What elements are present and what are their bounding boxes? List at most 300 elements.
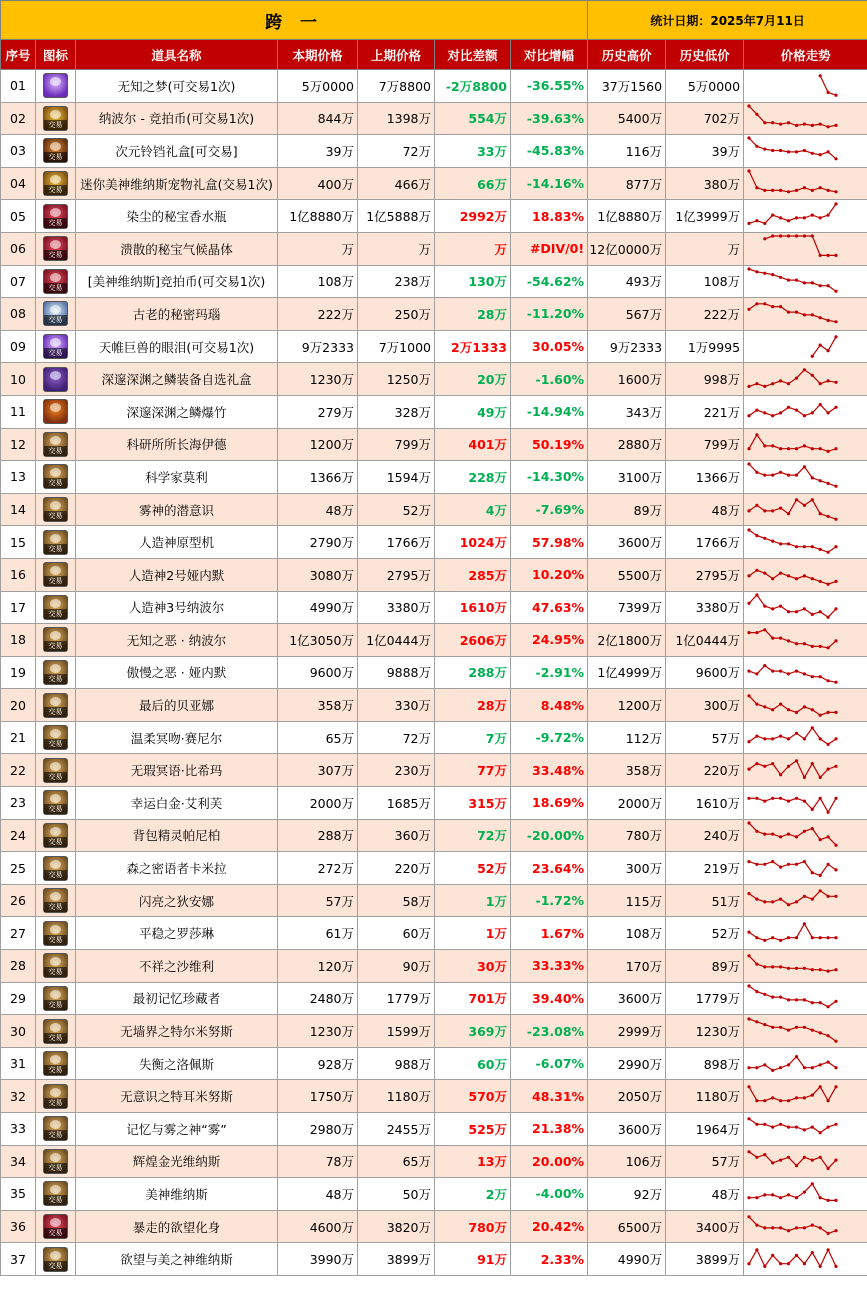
- table-row[interactable]: [1, 591, 867, 624]
- previous-price: 2795万: [358, 558, 435, 591]
- historical-high: 170万: [588, 950, 666, 983]
- previous-price: 52万: [358, 493, 435, 526]
- sparkline-point: [787, 575, 790, 578]
- previous-price: 65万: [358, 1145, 435, 1178]
- trade-tag: 交易: [44, 870, 67, 880]
- sparkline-point: [819, 74, 822, 77]
- sparkline-point: [771, 1025, 774, 1028]
- item-icon-cell: [36, 1178, 76, 1211]
- sparkline-point: [779, 1262, 782, 1265]
- current-price: 108万: [278, 265, 358, 298]
- item-icon-cell: [36, 819, 76, 852]
- historical-low: 240万: [666, 819, 744, 852]
- price-trend-sparkline: [744, 266, 867, 297]
- historical-high: 2880万: [588, 428, 666, 461]
- sparkline-point: [803, 368, 806, 371]
- historical-low: 89万: [666, 950, 744, 983]
- sparkline-point: [755, 898, 758, 901]
- item-name: 平稳之罗莎琳: [76, 917, 278, 950]
- price-change-percent: -9.72%: [511, 721, 588, 754]
- price-trend-sparkline: [744, 1081, 867, 1112]
- sparkline-point: [819, 1156, 822, 1159]
- column-header: 上期价格: [358, 40, 435, 70]
- sparkline-point: [795, 967, 798, 970]
- sparkline-point: [819, 737, 822, 740]
- sparkline-point: [779, 669, 782, 672]
- price-trend-cell: [744, 1243, 867, 1276]
- sparkline-point: [771, 1069, 774, 1072]
- item-name: 科学家莫利: [76, 461, 278, 494]
- sparkline-point: [763, 384, 766, 387]
- sparkline-point: [811, 213, 814, 216]
- price-trend-cell: [744, 721, 867, 754]
- sparkline-point: [771, 382, 774, 385]
- sparkline-path: [749, 1184, 836, 1201]
- sparkline-point: [779, 412, 782, 415]
- row-index: 17: [1, 591, 36, 624]
- table-row[interactable]: [1, 428, 867, 461]
- item-icon: [43, 106, 68, 131]
- table-row[interactable]: [1, 363, 867, 396]
- item-icon-cell: [36, 363, 76, 396]
- sparkline-point: [795, 642, 798, 645]
- sparkline-point: [795, 376, 798, 379]
- price-change-percent: 1.67%: [511, 917, 588, 950]
- item-icon-cell: [36, 135, 76, 168]
- table-row[interactable]: [1, 917, 867, 950]
- sparkline-point: [795, 1096, 798, 1099]
- sparkline-point: [747, 463, 750, 466]
- row-index: 03: [1, 135, 36, 168]
- sparkline-point: [795, 1164, 798, 1167]
- sparkline-point: [834, 335, 837, 338]
- historical-low: 48万: [666, 1178, 744, 1211]
- previous-price: 1398万: [358, 102, 435, 135]
- sparkline-path: [749, 1087, 836, 1101]
- sparkline-point: [747, 267, 750, 270]
- price-trend-cell: [744, 656, 867, 689]
- row-index: 14: [1, 493, 36, 526]
- historical-high: 5500万: [588, 558, 666, 591]
- historical-high: 106万: [588, 1145, 666, 1178]
- sparkline-point: [827, 412, 830, 415]
- sparkline-point: [779, 379, 782, 382]
- table-row[interactable]: [1, 787, 867, 820]
- table-row[interactable]: [1, 265, 867, 298]
- item-name: 无意识之特耳米努斯: [76, 1080, 278, 1113]
- historical-high: 343万: [588, 395, 666, 428]
- sparkline-point: [834, 518, 837, 521]
- price-difference: 13万: [435, 1145, 511, 1178]
- sparkline-point: [747, 740, 750, 743]
- sparkline-path: [749, 1019, 836, 1041]
- sparkline-path: [749, 595, 836, 617]
- sparkline-path: [749, 269, 836, 291]
- sparkline-point: [819, 382, 822, 385]
- price-difference: 401万: [435, 428, 511, 461]
- table-row[interactable]: [1, 1113, 867, 1146]
- price-difference: 52万: [435, 852, 511, 885]
- price-change-percent: -7.69%: [511, 493, 588, 526]
- current-price: 48万: [278, 1178, 358, 1211]
- price-difference: 66万: [435, 167, 511, 200]
- table-row[interactable]: [1, 70, 867, 103]
- historical-high: 12亿0000万: [588, 232, 666, 265]
- sparkline-point: [834, 844, 837, 847]
- sparkline-point: [803, 705, 806, 708]
- table-row[interactable]: [1, 1178, 867, 1211]
- item-name: 次元铃铛礼盒[可交易]: [76, 135, 278, 168]
- sparkline-point: [755, 1224, 758, 1227]
- price-trend-sparkline: [744, 690, 867, 721]
- historical-high: 1200万: [588, 689, 666, 722]
- sparkline-point: [779, 835, 782, 838]
- price-change-percent: -4.00%: [511, 1178, 588, 1211]
- sparkline-point: [755, 113, 758, 116]
- trade-tag: 交易: [44, 935, 67, 945]
- item-name: 雾神的潜意识: [76, 493, 278, 526]
- current-price: 2980万: [278, 1113, 358, 1146]
- sparkline-point: [771, 1226, 774, 1229]
- trade-tag: 交易: [44, 609, 67, 619]
- sparkline-point: [803, 281, 806, 284]
- price-trend-cell: [744, 461, 867, 494]
- sparkline-point: [795, 797, 798, 800]
- sparkline-point: [787, 737, 790, 740]
- sparkline-point: [803, 466, 806, 469]
- row-index: 26: [1, 884, 36, 917]
- historical-high: 3600万: [588, 982, 666, 1015]
- previous-price: 3899万: [358, 1243, 435, 1276]
- sparkline-point: [747, 447, 750, 450]
- current-price: 1230万: [278, 1015, 358, 1048]
- historical-high: 877万: [588, 167, 666, 200]
- table-row[interactable]: [1, 721, 867, 754]
- table-row[interactable]: [1, 754, 867, 787]
- current-price: 57万: [278, 884, 358, 917]
- table-row[interactable]: [1, 167, 867, 200]
- sparkline-point: [747, 104, 750, 107]
- sparkline-point: [795, 216, 798, 219]
- table-row[interactable]: [1, 558, 867, 591]
- table-row[interactable]: [1, 1210, 867, 1243]
- previous-price: 988万: [358, 1047, 435, 1080]
- sparkline-path: [749, 861, 836, 875]
- table-row[interactable]: [1, 1080, 867, 1113]
- sparkline-point: [771, 213, 774, 216]
- sparkline-point: [795, 235, 798, 238]
- item-icon-cell: [36, 787, 76, 820]
- sparkline-point: [819, 284, 822, 287]
- table-row[interactable]: [1, 884, 867, 917]
- sparkline-point: [803, 1262, 806, 1265]
- trade-tag: 交易: [44, 1065, 67, 1075]
- sparkline-point: [827, 1232, 830, 1235]
- table-row[interactable]: [1, 852, 867, 885]
- row-index: 36: [1, 1210, 36, 1243]
- price-change-percent: 20.42%: [511, 1210, 588, 1243]
- sparkline-point: [787, 832, 790, 835]
- price-trend-cell: [744, 754, 867, 787]
- sparkline-point: [771, 762, 774, 765]
- previous-price: 1594万: [358, 461, 435, 494]
- previous-price: 238万: [358, 265, 435, 298]
- sparkline-point: [755, 382, 758, 385]
- current-price: 1750万: [278, 1080, 358, 1113]
- table-row[interactable]: [1, 330, 867, 363]
- sparkline-point: [779, 189, 782, 192]
- sparkline-point: [834, 406, 837, 409]
- table-row[interactable]: [1, 982, 867, 1015]
- sparkline-point: [811, 726, 814, 729]
- price-difference: 4万: [435, 493, 511, 526]
- table-row[interactable]: [1, 950, 867, 983]
- table-row[interactable]: [1, 1243, 867, 1276]
- sparkline-point: [811, 1066, 814, 1069]
- item-name: 傲慢之恶 · 娅内默: [76, 656, 278, 689]
- table-row[interactable]: [1, 102, 867, 135]
- price-change-percent: -14.16%: [511, 167, 588, 200]
- sparkline-point: [755, 735, 758, 738]
- sparkline-point: [803, 607, 806, 610]
- sparkline-point: [827, 1199, 830, 1202]
- sparkline-point: [787, 235, 790, 238]
- sparkline-point: [827, 1005, 830, 1008]
- table-row[interactable]: [1, 526, 867, 559]
- item-name: 辉煌金光维纳斯: [76, 1145, 278, 1178]
- item-name: 纳波尔 - 竞拍币(可交易1次): [76, 102, 278, 135]
- sparkline-point: [747, 694, 750, 697]
- sparkline-path: [749, 171, 836, 192]
- row-index: 25: [1, 852, 36, 885]
- historical-high: 116万: [588, 135, 666, 168]
- table-row[interactable]: [1, 689, 867, 722]
- sparkline-point: [763, 737, 766, 740]
- sparkline-point: [747, 601, 750, 604]
- row-index: 13: [1, 461, 36, 494]
- item-icon-cell: [36, 461, 76, 494]
- sparkline-point: [803, 545, 806, 548]
- sparkline-point: [795, 669, 798, 672]
- sparkline-point: [771, 1096, 774, 1099]
- sparkline-point: [755, 1123, 758, 1126]
- previous-price: 60万: [358, 917, 435, 950]
- table-row[interactable]: [1, 819, 867, 852]
- column-header: 历史高价: [588, 40, 666, 70]
- sparkline-point: [795, 710, 798, 713]
- trade-tag: 交易: [44, 218, 67, 228]
- sparkline-point: [795, 474, 798, 477]
- sparkline-point: [827, 835, 830, 838]
- sparkline-point: [755, 936, 758, 939]
- sparkline-point: [819, 889, 822, 892]
- item-icon: [43, 269, 68, 294]
- item-icon: [43, 1084, 68, 1109]
- sparkline-point: [827, 1167, 830, 1170]
- sparkline-point: [763, 900, 766, 903]
- table-row[interactable]: [1, 1047, 867, 1080]
- historical-low: 1766万: [666, 526, 744, 559]
- sparkline-point: [747, 1150, 750, 1153]
- price-trend-cell: [744, 1047, 867, 1080]
- previous-price: 330万: [358, 689, 435, 722]
- previous-price: 220万: [358, 852, 435, 885]
- sparkline-point: [763, 148, 766, 151]
- sparkline-point: [819, 776, 822, 779]
- current-price: 1亿3050万: [278, 624, 358, 657]
- table-row[interactable]: [1, 624, 867, 657]
- price-change-percent: 39.40%: [511, 982, 588, 1015]
- sparkline-point: [763, 509, 766, 512]
- sparkline-point: [803, 235, 806, 238]
- historical-high: 112万: [588, 721, 666, 754]
- trade-tag: 交易: [44, 1195, 67, 1205]
- historical-low: 300万: [666, 689, 744, 722]
- trade-tag: 交易: [44, 185, 67, 195]
- sparkline-point: [787, 967, 790, 970]
- sparkline-point: [787, 474, 790, 477]
- historical-high: 9万2333: [588, 330, 666, 363]
- table-row[interactable]: [1, 200, 867, 233]
- table-row[interactable]: [1, 298, 867, 331]
- historical-low: 219万: [666, 852, 744, 885]
- item-name: 闪亮之狄安娜: [76, 884, 278, 917]
- sparkline-point: [755, 631, 758, 634]
- sparkline-path: [749, 891, 836, 905]
- item-icon: [43, 595, 68, 620]
- trade-tag: 交易: [44, 674, 67, 684]
- price-change-percent: -23.08%: [511, 1015, 588, 1048]
- sparkline-point: [779, 122, 782, 125]
- sparkline-point: [779, 1123, 782, 1126]
- sparkline-point: [819, 580, 822, 583]
- previous-price: 1766万: [358, 526, 435, 559]
- price-trend-cell: [744, 330, 867, 363]
- item-name: 人造神原型机: [76, 526, 278, 559]
- sparkline-point: [747, 1197, 750, 1200]
- previous-price: 328万: [358, 395, 435, 428]
- column-header-row: [1, 40, 867, 70]
- table-row[interactable]: [1, 232, 867, 265]
- sparkline-point: [763, 705, 766, 708]
- sparkline-point: [787, 512, 790, 515]
- sparkline-point: [795, 1025, 798, 1028]
- trade-tag: 交易: [44, 544, 67, 554]
- sparkline-point: [811, 675, 814, 678]
- item-icon: [43, 888, 68, 913]
- price-trend-sparkline: [744, 70, 867, 101]
- sparkline-point: [755, 862, 758, 865]
- sparkline-point: [819, 838, 822, 841]
- sparkline-point: [834, 607, 837, 610]
- sparkline-point: [747, 384, 750, 387]
- item-icon: [43, 1051, 68, 1076]
- table-row[interactable]: [1, 493, 867, 526]
- table-row[interactable]: [1, 656, 867, 689]
- historical-high: 108万: [588, 917, 666, 950]
- current-price: 844万: [278, 102, 358, 135]
- sparkline-point: [803, 860, 806, 863]
- table-row[interactable]: [1, 461, 867, 494]
- row-index: 29: [1, 982, 36, 1015]
- sparkline-path: [749, 666, 836, 683]
- sparkline-point: [827, 647, 830, 650]
- price-difference: 130万: [435, 265, 511, 298]
- price-trend-cell: [744, 70, 867, 103]
- item-icon: [43, 1019, 68, 1044]
- historical-low: 380万: [666, 167, 744, 200]
- trade-tag: 交易: [44, 772, 67, 782]
- item-name: 无知之恶 · 纳波尔: [76, 624, 278, 657]
- price-difference: 2万: [435, 1178, 511, 1211]
- sparkline-point: [827, 1061, 830, 1064]
- sparkline-point: [811, 1001, 814, 1004]
- sparkline-point: [803, 149, 806, 152]
- sparkline-point: [779, 966, 782, 969]
- price-trend-cell: [744, 363, 867, 396]
- item-icon-cell: [36, 624, 76, 657]
- current-price: 120万: [278, 950, 358, 983]
- table-row[interactable]: [1, 1015, 867, 1048]
- item-icon-cell: [36, 330, 76, 363]
- historical-high: 89万: [588, 493, 666, 526]
- table-row[interactable]: [1, 1145, 867, 1178]
- sparkline-point: [771, 235, 774, 238]
- current-price: 78万: [278, 1145, 358, 1178]
- historical-low: 1230万: [666, 1015, 744, 1048]
- sparkline-point: [819, 403, 822, 406]
- item-icon: [43, 204, 68, 229]
- price-trend-sparkline: [744, 820, 867, 851]
- price-difference: 77万: [435, 754, 511, 787]
- sparkline-point: [763, 1023, 766, 1026]
- price-trend-cell: [744, 493, 867, 526]
- historical-high: 3600万: [588, 1113, 666, 1146]
- item-icon: [43, 171, 68, 196]
- price-change-percent: -54.62%: [511, 265, 588, 298]
- sparkline-point: [795, 732, 798, 735]
- sparkline-point: [834, 254, 837, 257]
- sparkline-point: [834, 968, 837, 971]
- sparkline-point: [755, 1156, 758, 1159]
- sparkline-point: [787, 1028, 790, 1031]
- sparkline-path: [749, 799, 836, 813]
- sparkline-point: [779, 995, 782, 998]
- table-row[interactable]: [1, 395, 867, 428]
- current-price: 4990万: [278, 591, 358, 624]
- row-index: 18: [1, 624, 36, 657]
- column-header: 道具名称: [76, 40, 278, 70]
- item-name: 欲望与美之神维纳斯: [76, 1243, 278, 1276]
- price-trend-cell: [744, 624, 867, 657]
- item-name: 天帷巨兽的眼泪(可交易1次): [76, 330, 278, 363]
- sparkline-point: [787, 610, 790, 613]
- sparkline-point: [834, 1158, 837, 1161]
- row-index: 07: [1, 265, 36, 298]
- sparkline-point: [763, 1264, 766, 1267]
- sparkline-point: [755, 702, 758, 705]
- item-icon: [43, 399, 68, 424]
- price-difference: 525万: [435, 1113, 511, 1146]
- price-trend-sparkline: [744, 527, 867, 558]
- current-price: 9万2333: [278, 330, 358, 363]
- sparkline-point: [795, 1226, 798, 1229]
- table-row[interactable]: [1, 135, 867, 168]
- item-icon: [43, 138, 68, 163]
- price-trend-cell: [744, 232, 867, 265]
- current-price: 400万: [278, 167, 358, 200]
- row-index: 12: [1, 428, 36, 461]
